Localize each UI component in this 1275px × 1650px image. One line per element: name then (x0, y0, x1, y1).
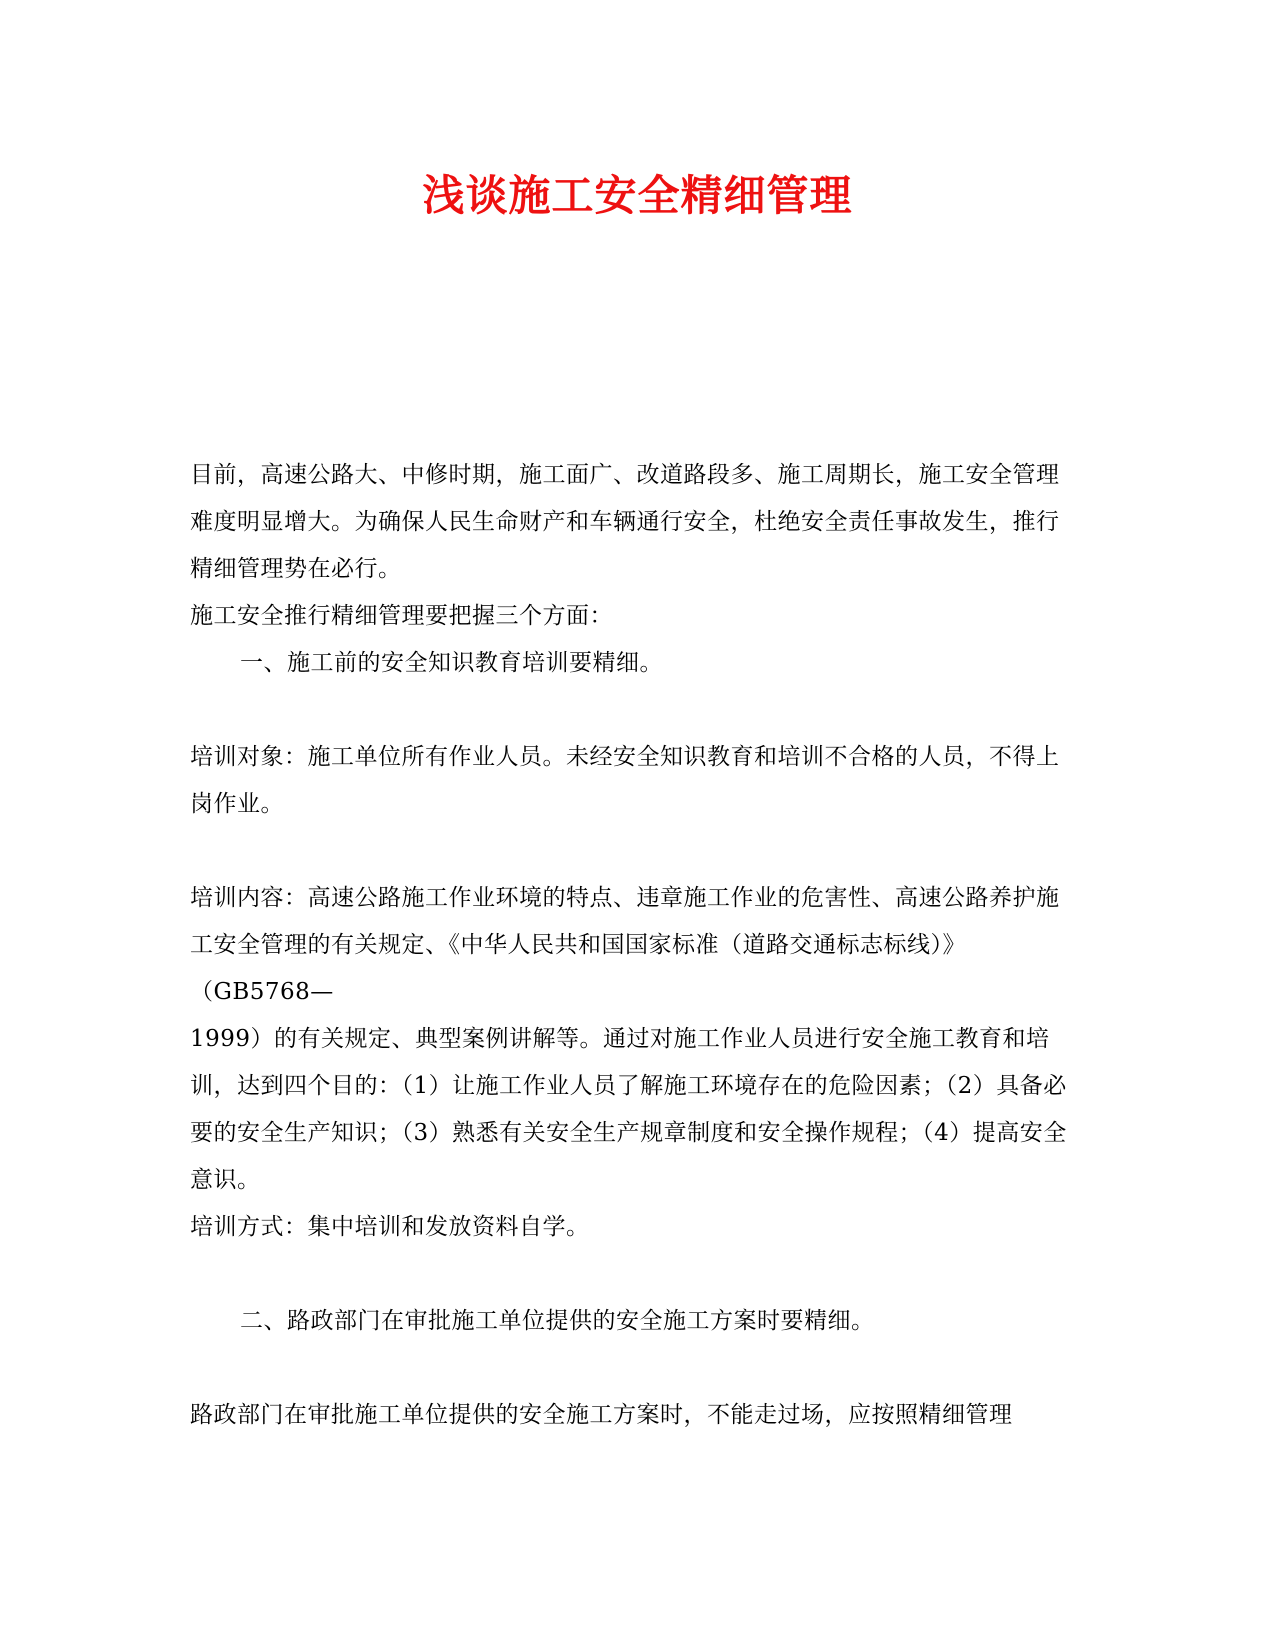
section-heading-1: 一、施工前的安全知识教育培训要精细。 (240, 650, 663, 676)
paragraph-training-method: 培训方式：集中培训和发放资料自学。 (190, 1214, 590, 1240)
paragraph-three-aspects: 施工安全推行精细管理要把握三个方面： (190, 603, 613, 629)
paragraph-approval: 路政部门在审批施工单位提供的安全施工方案时，不能走过场，应按照精细管理 (190, 1402, 1013, 1428)
document-title: 浅谈施工安全精细管理 (422, 171, 853, 220)
paragraph-training-content-2: 1999）的有关规定、典型案例讲解等。通过对施工作业人员进行安全施工教育和培训，达到四个目的：（1）让施工作业人员了解施工环境存在的危险因素；（2）具备必要的安全生产知识；（3）熟悉有关安全生产规章制度和安全操作规程；（4）提高安全意识。 (190, 1026, 1067, 1193)
paragraph-training-target: 培训对象：施工单位所有作业人员。未经安全知识教育和培训不合格的人员，不得上岗作业。 (190, 744, 1060, 817)
paragraph-training-content-1: 培训内容：高速公路施工作业环境的特点、违章施工作业的危害性、高速公路养护施工安全管理的有关规定、《中华人民共和国国家标准（道路交通标志标线）》（GB5768— (190, 885, 1060, 1005)
paragraph-intro: 目前，高速公路大、中修时期，施工面广、改道路段多、施工周期长，施工安全管理难度明显增大。为确保人民生命财产和车辆通行安全，杜绝安全责任事故发生，推行精细管理势在必行。 (190, 462, 1060, 582)
section-heading-2: 二、路政部门在审批施工单位提供的安全施工方案时要精细。 (240, 1308, 875, 1334)
